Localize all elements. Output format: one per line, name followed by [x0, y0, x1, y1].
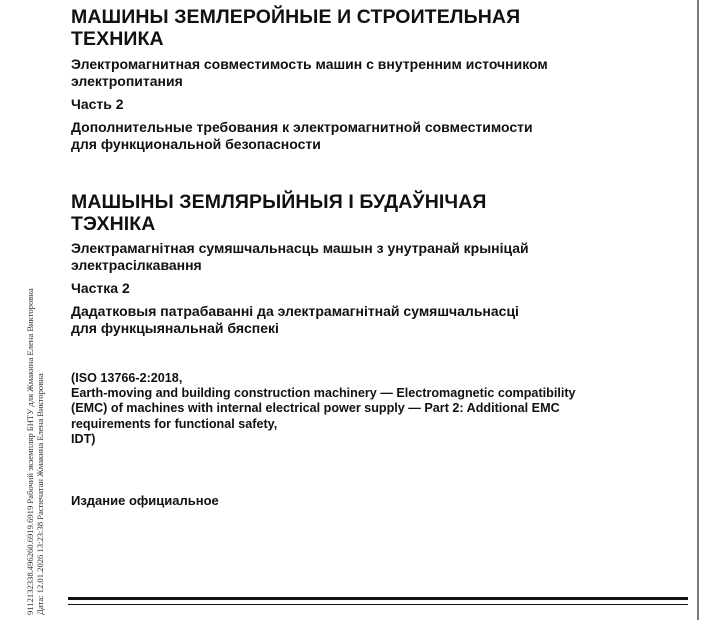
- footer-rule-thin: [68, 604, 688, 605]
- stamp-line-2: Дата: 12.01.2026 13:23:38 Распечатан Жмакина Елена Викторовна: [35, 373, 45, 615]
- ru-title-line-1: МАШИНЫ ЗЕМЛЕРОЙНЫЕ И СТРОИТЕЛЬНАЯ: [71, 6, 521, 28]
- vertical-print-stamp: [25, 5, 45, 615]
- by-title-line-2: ТЭХНІКА: [71, 213, 156, 235]
- page-edge: [697, 0, 699, 620]
- belarusian-title-block: [71, 191, 671, 337]
- by-part: Частка 2: [71, 280, 130, 296]
- iso-line-2: Earth-moving and building construction machinery — Electromagnetic compatibility: [71, 386, 576, 401]
- ru-part-title-line-2: для функциональной безопасности: [71, 136, 321, 152]
- stamp-line-1: 9112132338.496260.6919.6919 Рабочий экземпляр БНТУ для Жмакина Елена Викторовна: [25, 288, 35, 615]
- iso-line-4: requirements for functional safety,: [71, 416, 278, 431]
- by-title-line-1: МАШЫНЫ ЗЕМЛЯРЫЙНЫЯ І БУДАЎНІЧАЯ: [71, 191, 487, 213]
- ru-part: Часть 2: [71, 96, 124, 112]
- document-title-page: [71, 6, 671, 509]
- by-part-title-line-2: для функцыянальнай бяспекі: [71, 320, 279, 336]
- ru-part-title-line-1: Дополнительные требования к электромагнитной совместимости: [71, 119, 533, 135]
- by-part-title-line-1: Дадатковыя патрабаванні да электрамагнітнай сумяшчальнасці: [71, 303, 519, 319]
- ru-title-line-2: ТЕХНИКА: [71, 28, 164, 50]
- by-subtitle-line-1: Электрамагнітная сумяшчальнасць машын з унутранай крыніцай: [71, 240, 529, 256]
- footer-rule-thick: [68, 597, 688, 600]
- ru-subtitle-line-2: электропитания: [71, 73, 183, 89]
- iso-line-5: IDT): [71, 431, 96, 446]
- iso-reference-block: [71, 371, 671, 447]
- ru-subtitle-line-1: Электромагнитная совместимость машин с внутренним источником: [71, 56, 548, 72]
- iso-line-1: (ISO 13766-2:2018,: [71, 371, 183, 385]
- by-subtitle-line-2: электрасілкавання: [71, 257, 202, 273]
- russian-title-block: [71, 6, 671, 153]
- edition-label: Издание официальное: [71, 493, 219, 509]
- iso-line-3: (EMC) of machines with internal electrical power supply — Part 2: Additional EMC: [71, 401, 560, 416]
